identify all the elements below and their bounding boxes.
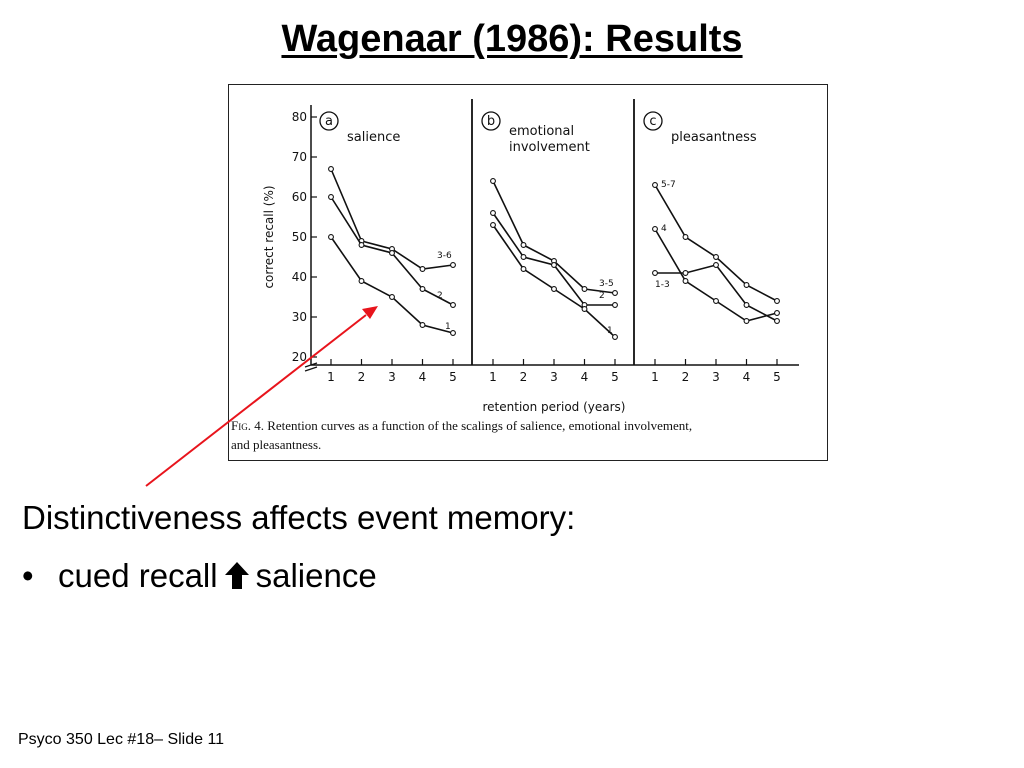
series-label: 3-6 — [437, 251, 452, 261]
panel-title: involvement — [509, 140, 590, 155]
series-label: 3-5 — [599, 279, 614, 289]
bullet-prefix: cued recall — [58, 557, 218, 594]
x-tick-label: 1 — [651, 370, 659, 384]
series-label: 1 — [607, 326, 613, 336]
panel-letter: b — [486, 114, 496, 129]
x-tick-label: 4 — [580, 370, 589, 384]
x-tick-label: 2 — [357, 370, 366, 384]
y-tick-label: 80 — [291, 110, 307, 124]
panel-letter: a — [325, 114, 333, 129]
series-label: 4 — [661, 224, 667, 234]
bullet-dot: • — [22, 557, 34, 594]
x-tick-label: 5 — [773, 370, 781, 384]
caption-label: Fig. 4. — [231, 418, 264, 433]
bullet-suffix: salience — [255, 557, 377, 594]
series-label: 1-3 — [655, 280, 670, 290]
up-arrow-icon — [224, 558, 250, 602]
y-tick-label: 30 — [291, 310, 307, 324]
body-line: Distinctiveness affects event memory: — [22, 499, 576, 536]
slide-title: Wagenaar (1986): Results — [281, 18, 743, 60]
panel-letter: c — [649, 114, 657, 129]
slide-footer: Psyco 350 Lec #18– Slide 11 — [18, 731, 225, 748]
x-tick-label: 5 — [449, 370, 457, 384]
y-axis-label: correct recall (%) — [262, 185, 276, 289]
y-tick-label: 50 — [291, 230, 307, 244]
x-tick-label: 2 — [681, 370, 690, 384]
y-tick-label: 60 — [291, 190, 307, 204]
x-tick-label: 4 — [418, 370, 427, 384]
x-tick-label: 1 — [327, 370, 335, 384]
panel-title: salience — [347, 130, 401, 145]
x-tick-label: 5 — [611, 370, 619, 384]
series-label: 1 — [445, 322, 451, 332]
x-tick-label: 3 — [712, 370, 720, 384]
x-tick-label: 2 — [519, 370, 528, 384]
x-tick-label: 4 — [742, 370, 751, 384]
series-label: 2 — [437, 291, 443, 301]
panel-title: pleasantness — [671, 130, 757, 145]
bullet-item — [22, 554, 377, 602]
caption-text-2: and pleasantness. — [231, 437, 322, 452]
panel-title: emotional — [509, 124, 575, 139]
y-tick-label: 20 — [291, 350, 307, 364]
pointer-arrow-line — [146, 315, 366, 486]
y-tick-label: 40 — [291, 270, 307, 284]
x-tick-label: 3 — [550, 370, 558, 384]
x-tick-label: 1 — [489, 370, 497, 384]
series-label: 5-7 — [661, 180, 676, 190]
y-tick-label: 70 — [291, 150, 307, 164]
x-tick-label: 3 — [388, 370, 396, 384]
series-label: 2 — [599, 291, 605, 301]
x-axis-label: retention period (years) — [482, 400, 626, 414]
caption-text: Retention curves as a function of the scalings of salience, emotional involvement, — [267, 418, 693, 433]
